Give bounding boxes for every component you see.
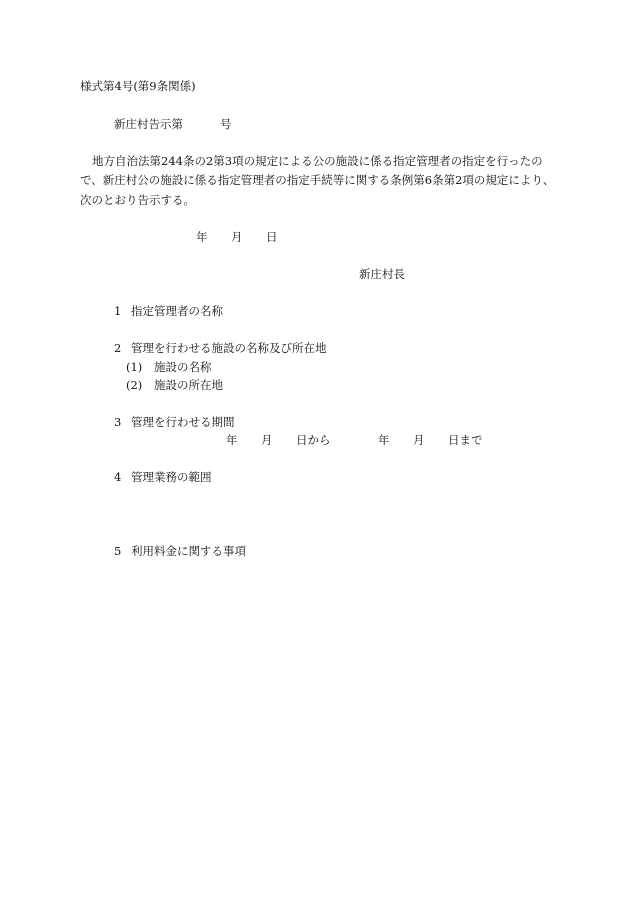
item-3-number: 3: [114, 415, 122, 429]
item-5-number: 5: [114, 544, 122, 558]
form-label: 様式第4号(第9条関係): [80, 79, 196, 93]
notice-number-prefix: 新庄村告示第: [114, 117, 183, 131]
item-4-number: 4: [114, 470, 122, 484]
body-line-3: 次のとおり告示する。: [80, 193, 195, 207]
period-from-year: 年: [226, 433, 238, 447]
item-2-label: 管理を行わせる施設の名称及び所在地: [131, 341, 327, 355]
period-from-day: 日から: [296, 433, 331, 447]
item-1-number: 1: [114, 304, 122, 318]
sub-item-2-number: (2): [126, 378, 143, 392]
item-5-label: 利用料金に関する事項: [131, 544, 246, 558]
date-month: 月: [231, 230, 243, 244]
date-year: 年: [196, 230, 208, 244]
sub-item-1-label: 施設の名称: [154, 360, 212, 374]
item-4-label: 管理業務の範囲: [131, 470, 212, 484]
period-from-month: 月: [261, 433, 273, 447]
body-line-1: 地方自治法第244条の2第3項の規定による公の施設に係る指定管理者の指定を行ったの: [92, 154, 543, 168]
body-line-2: で、新庄村公の施設に係る指定管理者の指定手続等に関する条例第6条第2項の規定により、: [80, 173, 555, 187]
period-to-day: 日まで: [448, 433, 483, 447]
item-2-number: 2: [114, 341, 122, 355]
sub-item-2-label: 施設の所在地: [154, 378, 223, 392]
sub-item-1-number: (1): [126, 360, 143, 374]
period-to-month: 月: [413, 433, 425, 447]
date-day: 日: [266, 230, 278, 244]
period-to-year: 年: [378, 433, 390, 447]
item-3-label: 管理を行わせる期間: [131, 415, 235, 429]
item-1-label: 指定管理者の名称: [131, 304, 223, 318]
signer: 新庄村長: [359, 267, 405, 281]
notice-number-suffix: 号: [220, 117, 232, 131]
